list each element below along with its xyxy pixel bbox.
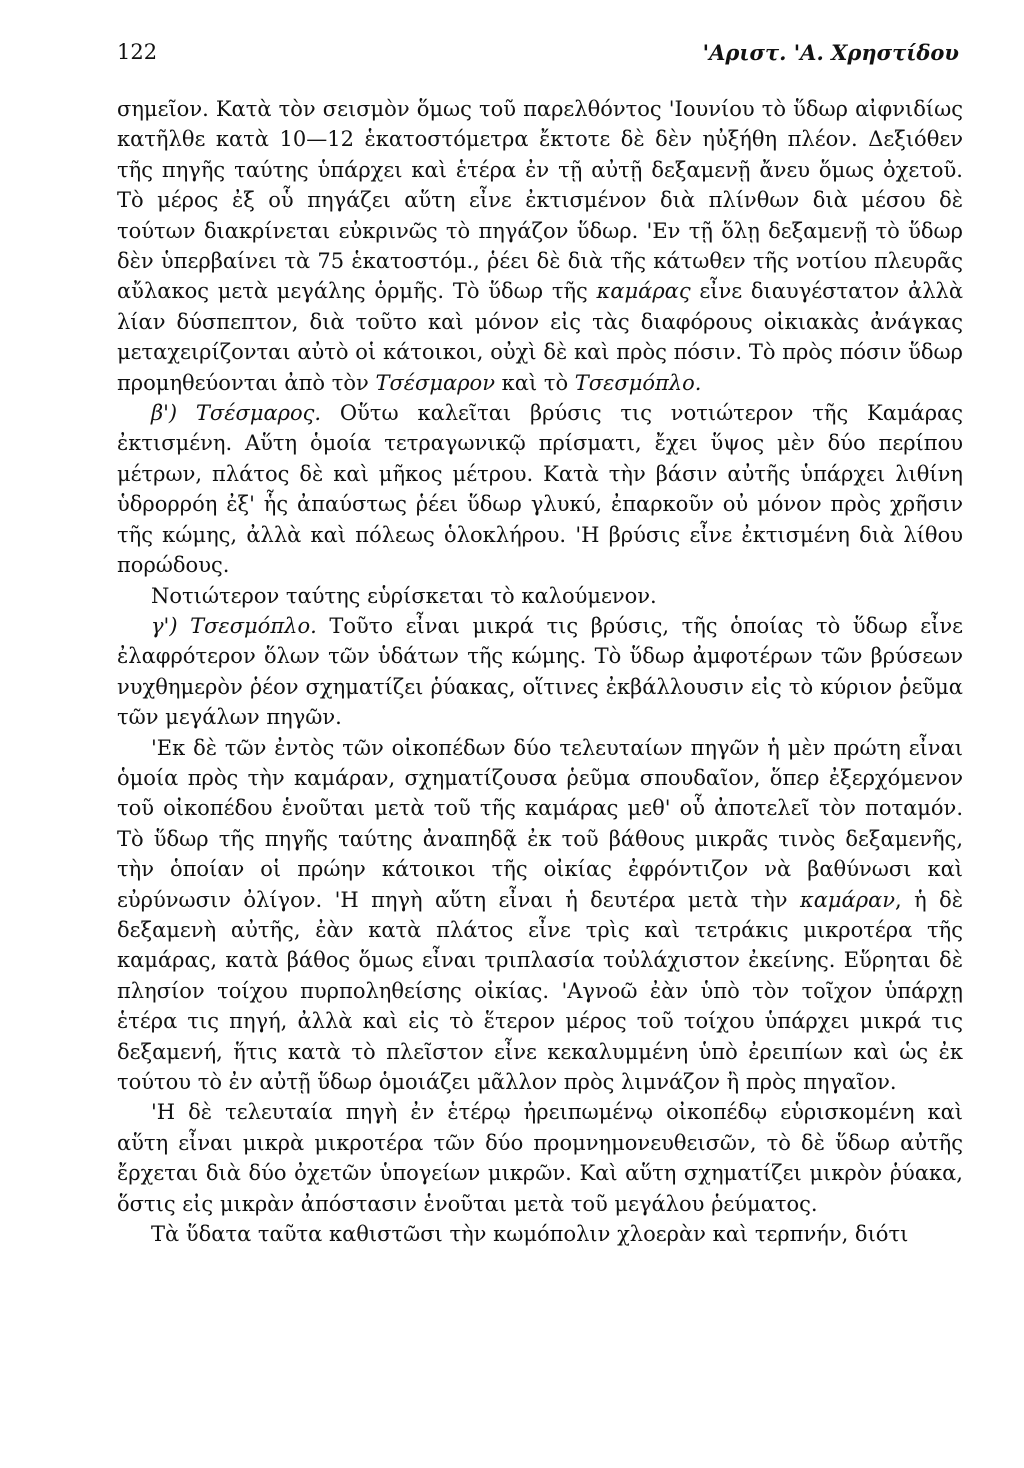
- section-heading: γ') Τσεσμόπλο.: [151, 613, 317, 638]
- body-text: [117, 94, 963, 1249]
- paragraph-transition: Νοτιώτερον ταύτης εὑρίσκεται τὸ καλούμενον.: [151, 583, 657, 608]
- page-header: [117, 40, 963, 80]
- paragraph-tsesmaros: β') Τσέσμαρος. Οὕτω καλεῖται βρύσις τις νοτιώτερον τῆς Καμάρας ἐκτισμένη. Αὕτη ὁμοία τετραγωνικῷ πρίσματι, ἔχει ὕψος μὲν δύο περίπου μέτρων, πλάτος δὲ καὶ μῆκος μέτρου. Κατὰ τὴν βάσιν αὐτῆς ὑπάρχει λιθίνη ὑδρορρόη ἐξ' ἧς ἀπαύστως ῥέει ὕδωρ γλυκύ, ἐπαρκοῦν οὐ μόνον πρὸς χρῆσιν τῆς κώμης, ἀλλὰ καὶ πόλεως ὁλοκλήρου. 'Η βρύσις εἶνε ἐκτισμένη διὰ λίθου πορώδους.: [117, 401, 963, 578]
- paragraph-continued: σημεῖον. Κατὰ τὸν σεισμὸν ὅμως τοῦ παρελθόντος 'Ιουνίου τὸ ὕδωρ αἰφνιδίως κατῆλθε κατὰ 10—12 ἑκατοστόμετρα ἔκτοτε δὲ δὲν ηὐξήθη πλέον. Δεξιόθεν τῆς πηγῆς ταύτης ὑπάρχει καὶ ἑτέρα ἐν τῇ αὐτῇ δεξαμενῇ ἄνευ ὅμως ὀχετοῦ. Τὸ μέρος ἐξ οὗ πηγάζει αὕτη εἶνε ἐκτισμένον διὰ πλίνθων διὰ μέσου δὲ τούτων διακρίνεται εὐκρινῶς τὸ πηγάζον ὕδωρ. 'Εν τῇ ὅλῃ δεξαμενῇ τὸ ὕδωρ δὲν ὑπερβαίνει τὰ 75 ἑκατοστόμ., ῥέει δὲ διὰ τῆς κάτωθεν τῆς νοτίου πλευρᾶς αὔλακος μετὰ μεγάλης ὁρμῆς. Τὸ ὕδωρ τῆς καμάρας εἶνε διαυγέστατον ἀλλὰ λίαν δύσπεπτον, διὰ τοῦτο καὶ μόνον εἰς τὰς διαφόρους οἰκιακὰς ἀνάγκας μεταχειρίζονται αὐτὸ οἱ κάτοικοι, οὐχὶ δὲ καὶ πρὸς πόσιν. Τὸ πρὸς πόσιν ὕδωρ προμηθεύονται ἀπὸ τὸν Τσέσμαρον καὶ τὸ Τσεσμόπλο.: [117, 97, 964, 395]
- paragraph-two-springs: 'Εκ δὲ τῶν ἐντὸς τῶν οἰκοπέδων δύο τελευταίων πηγῶν ἡ μὲν πρώτη εἶναι ὁμοία πρὸς τὴν καμάραν, σχηματίζουσα ῥεῦμα σπουδαῖον, ὅπερ ἐξερχόμενον τοῦ οἰκοπέδου ἑνοῦται μετὰ τοῦ τῆς καμάρας μεθ' οὗ ἀποτελεῖ τὸν ποταμόν. Τὸ ὕδωρ τῆς πηγῆς ταύτης ἀναπηδᾷ ἐκ τοῦ βάθους μικρᾶς τινὸς δεξαμενῆς, τὴν ὁποίαν οἱ πρώην κάτοικοι τῆς οἰκίας ἐφρόντιζον νὰ βαθύνωσι καὶ εὐρύνωσιν ὀλίγον. 'Η πηγὴ αὕτη εἶναι ἡ δευτέρα μετὰ τὴν καμάραν, ἡ δὲ δεξαμενὴ αὐτῆς, ἐὰν κατὰ πλάτος εἶνε τρὶς καὶ τετράκις μικροτέρα τῆς καμάρας, κατὰ βάθος ὅμως εἶναι τριπλασία τοὐλάχιστον ἐκείνης. Εὕρηται δὲ πλησίον τοίχου πυρποληθείσης οἰκίας. 'Αγνοῶ ἐὰν ὑπὸ τὸν τοῖχον ὑπάρχῃ ἑτέρα τις πηγή, ἀλλὰ καὶ εἰς τὸ ἕτερον μέρος τοῦ τοίχου ὑπάρχει μικρά τις δεξαμενή, ἥτις κατὰ τὸ πλεῖστον εἶνε κεκαλυμμένη ὑπὸ ἐρειπίων καὶ ὡς ἐκ τούτου τὸ ἐν αὐτῇ ὕδωρ ὁμοιάζει μᾶλλον πρὸς λιμνάζον ἢ πρὸς πηγαῖον.: [117, 735, 963, 1094]
- paragraph-tsesmoplo: γ') Τσεσμόπλο. Τοῦτο εἶναι μικρά τις βρύσις, τῆς ὁποίας τὸ ὕδωρ εἶνε ἐλαφρότερον ὅλων τῶν ὑδάτων τῆς κώμης. Τὸ ὕδωρ ἀμφοτέρων τῶν βρύσεων νυχθημερὸν ῥέον σχηματίζει ῥύακας, οἵτινες ἐκβάλλουσιν εἰς τὸ κύριον ῥεῦμα τῶν μεγάλων πηγῶν.: [117, 613, 963, 730]
- page-number: 122: [117, 40, 158, 64]
- book-page: [117, 40, 963, 1249]
- section-heading: β') Τσέσμαρος.: [151, 401, 322, 426]
- paragraph-final: Τὰ ὕδατα ταῦτα καθιστῶσι τὴν κωμόπολιν χλοερὰν καὶ τερπνήν, διότι: [151, 1222, 909, 1247]
- paragraph-last-spring: 'Η δὲ τελευταία πηγὴ ἐν ἑτέρῳ ἠρειπωμένῳ οἰκοπέδῳ εὑρισκομένη καὶ αὕτη εἶναι μικρὰ μικροτέρα τῶν δύο προμνημονευθεισῶν, τὸ δὲ ὕδωρ αὐτῆς ἔρχεται διὰ δύο ὀχετῶν ὑπογείων μικρῶν. Καὶ αὕτη σχηματίζει μικρὸν ῥύακα, ὅστις εἰς μικρὰν ἀπόστασιν ἑνοῦται μετὰ τοῦ μεγάλου ῥεύματος.: [117, 1100, 963, 1216]
- running-title: 'Αριστ. 'Α. Χρηστίδου: [702, 40, 959, 65]
